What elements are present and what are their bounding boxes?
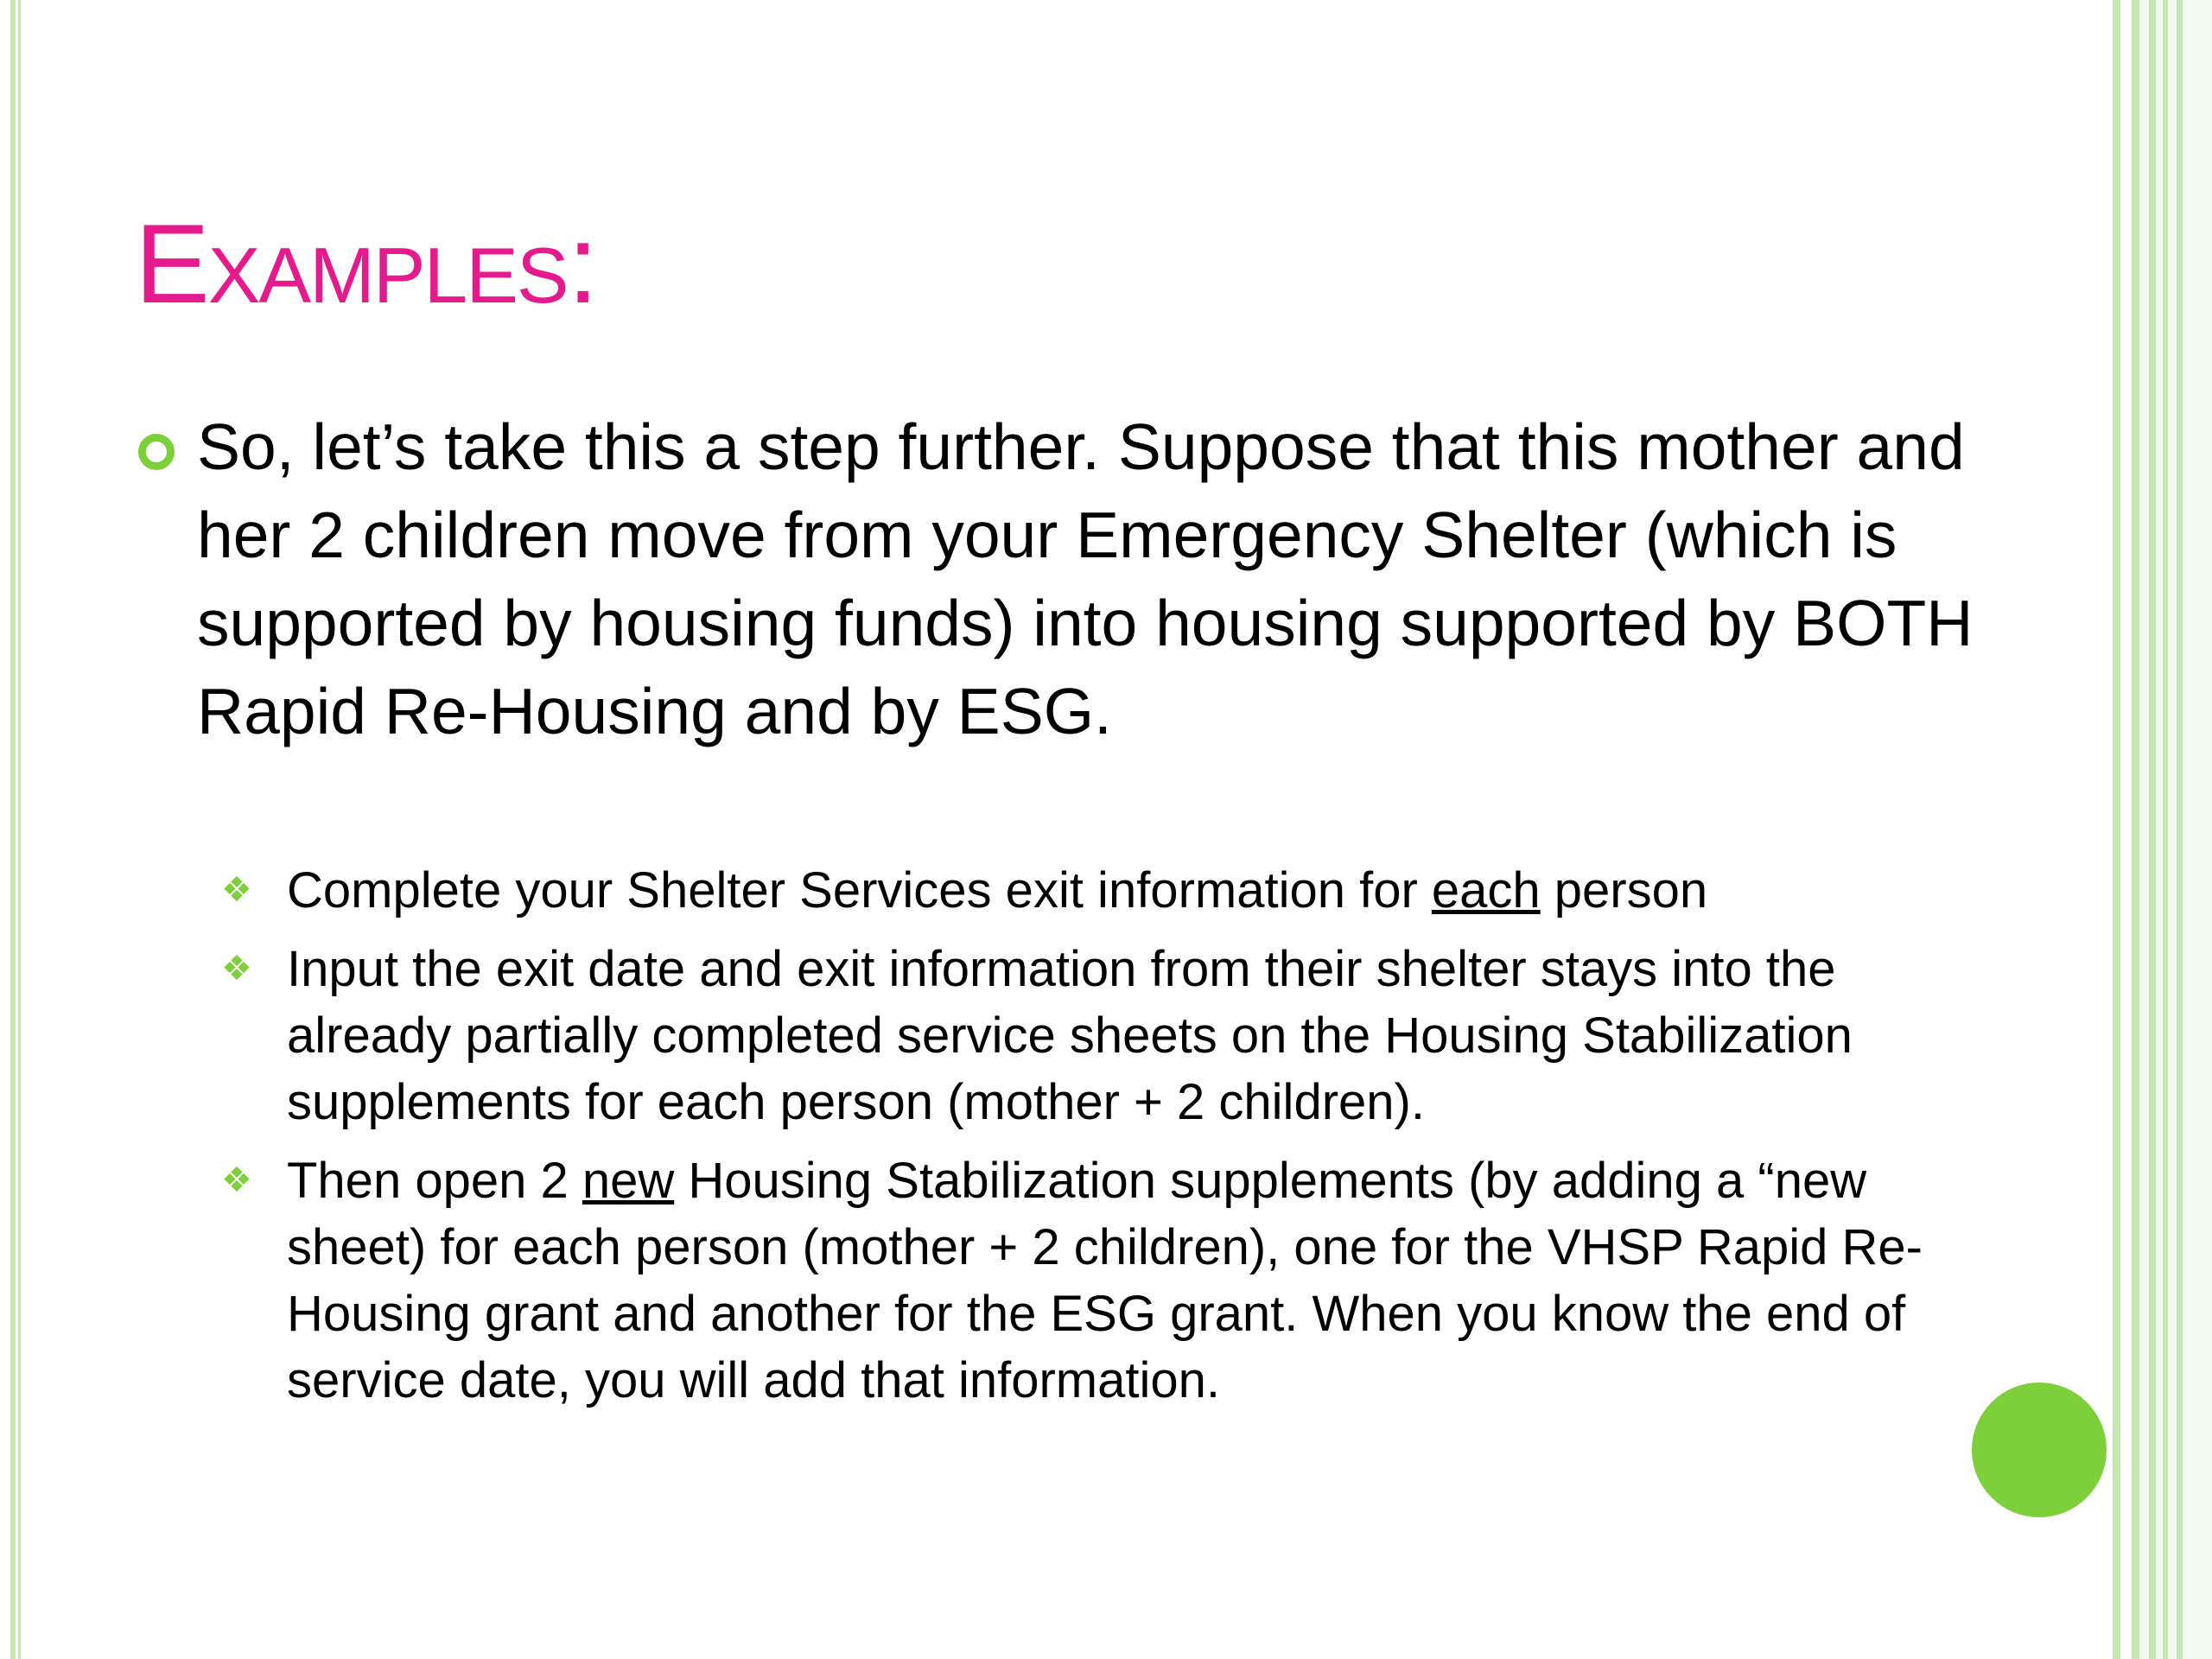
decorative-green-circle (1972, 1382, 2107, 1517)
sub-bullet-underlined: each (1431, 862, 1541, 918)
sub-bullet-text-end: Housing Stabilization supplements (by adding a “new sheet) for each person (mother + 2 children), one for the VHSP Rapid Re-Housing grant and another for the ESG grant. When you know the end of service date, you will add that information. (287, 1153, 1923, 1408)
frame-line-left (10, 0, 16, 1659)
sub-bullet-item (221, 936, 1980, 1135)
frame-line-right (2113, 0, 2120, 1659)
sub-bullet-underlined: new (582, 1153, 675, 1209)
hollow-circle-bullet-icon (138, 434, 175, 470)
four-diamond-bullet-icon: ❖ (221, 950, 252, 988)
frame-line-right-3 (2149, 0, 2156, 1659)
sub-bullet-list (221, 857, 1980, 1426)
sub-bullet-item (221, 857, 1980, 924)
sub-bullet-text-end: person (1540, 862, 1708, 918)
main-bullet-text: So, let’s take this a step further. Suppose that this mother and her 2 children move from your Emergency Shelter (which is supported by housing funds) into housing supported by BOTH Rapid Re-Housing and by ESG. (197, 410, 1974, 747)
sub-bullet-text-start: Complete your Shelter Services exit information for (287, 862, 1432, 918)
frame-line-right-4 (2163, 0, 2168, 1659)
sub-bullet-text: Input the exit date and exit information from their shelter stays into the already partially completed service sheets on the Housing Stabilization supplements for each person (mother + 2 children). (287, 941, 1853, 1130)
frame-line-right-2 (2132, 0, 2139, 1659)
frame-line-left-inner (18, 0, 21, 1659)
sub-bullet-item (221, 1147, 1980, 1414)
four-diamond-bullet-icon: ❖ (221, 871, 252, 909)
sub-bullet-text-start: Then open 2 (287, 1153, 582, 1209)
slide-title: Examples: (135, 200, 597, 327)
frame-line-right-5 (2177, 0, 2183, 1659)
four-diamond-bullet-icon: ❖ (221, 1161, 252, 1199)
